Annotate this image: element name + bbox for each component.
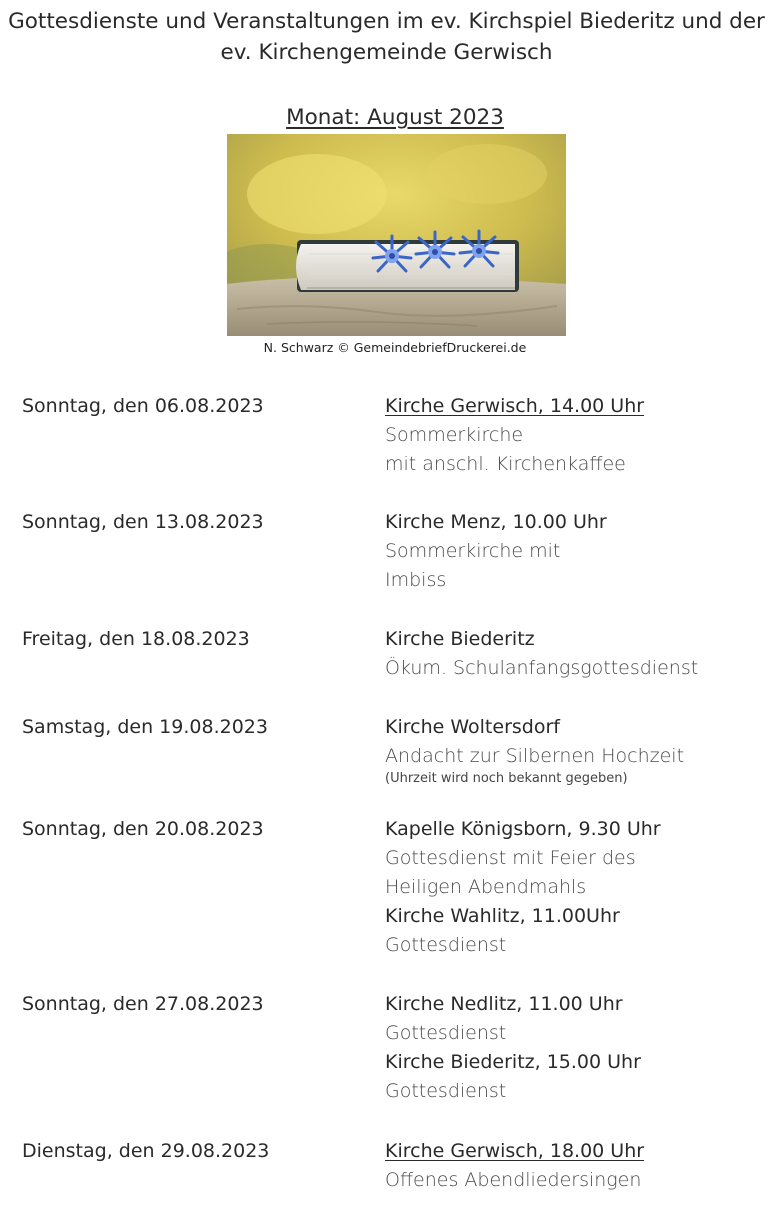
event-date: Sonntag, den 20.08.2023	[22, 818, 264, 840]
photo-illustration	[227, 134, 566, 336]
event-description: Sommerkirche	[385, 424, 524, 446]
event-date: Dienstag, den 29.08.2023	[22, 1140, 270, 1162]
event-info	[385, 1137, 770, 1195]
event-place: Kirche Nedlitz, 11.00 Uhr	[385, 993, 623, 1015]
event-info	[385, 625, 770, 683]
event-description: Sommerkirche mit	[385, 540, 561, 562]
event-description: mit anschl. Kirchenkaffee	[385, 453, 626, 475]
event-place-secondary: Kirche Biederitz, 15.00 Uhr	[385, 1051, 641, 1073]
event-note: (Uhrzeit wird noch bekannt gegeben)	[385, 771, 628, 786]
event-description: Offenes Abendliedersingen	[385, 1169, 642, 1191]
event-date: Sonntag, den 06.08.2023	[22, 395, 264, 417]
event-info	[385, 392, 770, 479]
event-place: Kirche Gerwisch, 14.00 Uhr	[385, 395, 645, 417]
event-description: Gottesdienst	[385, 934, 507, 956]
event-place: Kapelle Königsborn, 9.30 Uhr	[385, 818, 661, 840]
event-info	[385, 508, 770, 595]
page-title	[0, 6, 773, 68]
month-heading-text: Monat: August 2023	[286, 105, 504, 130]
event-date: Freitag, den 18.08.2023	[22, 628, 250, 650]
event-description: Gottesdienst mit Feier des	[385, 847, 636, 869]
event-date: Sonntag, den 27.08.2023	[22, 993, 264, 1015]
photo-credit: N. Schwarz © GemeindebriefDruckerei.de	[263, 340, 527, 355]
event-place: Kirche Woltersdorf	[385, 716, 560, 738]
event-info	[385, 815, 770, 960]
event-info	[385, 713, 770, 787]
event-description: Andacht zur Silbernen Hochzeit	[385, 745, 685, 767]
event-description: Heiligen Abendmahls	[385, 876, 587, 898]
event-place: Kirche Menz, 10.00 Uhr	[385, 511, 607, 533]
event-description: Imbiss	[385, 569, 447, 591]
event-description: Ökum. Schulanfangsgottesdienst	[385, 657, 699, 679]
page-title-line-2: ev. Kirchengemeinde Gerwisch	[220, 40, 553, 65]
event-info	[385, 990, 770, 1106]
event-place-secondary: Kirche Wahlitz, 11.00Uhr	[385, 905, 620, 927]
event-date: Sonntag, den 13.08.2023	[22, 511, 264, 533]
book-with-cornflowers-photo	[227, 134, 566, 336]
event-date: Samstag, den 19.08.2023	[22, 716, 268, 738]
event-place: Kirche Biederitz	[385, 628, 535, 650]
page-title-line-1: Gottesdienste und Veranstaltungen im ev. Kirchspiel Biederitz und der	[8, 9, 765, 34]
month-heading	[0, 104, 773, 132]
event-description: Gottesdienst	[385, 1080, 507, 1102]
event-place: Kirche Gerwisch, 18.00 Uhr	[385, 1140, 645, 1162]
event-description: Gottesdienst	[385, 1022, 507, 1044]
